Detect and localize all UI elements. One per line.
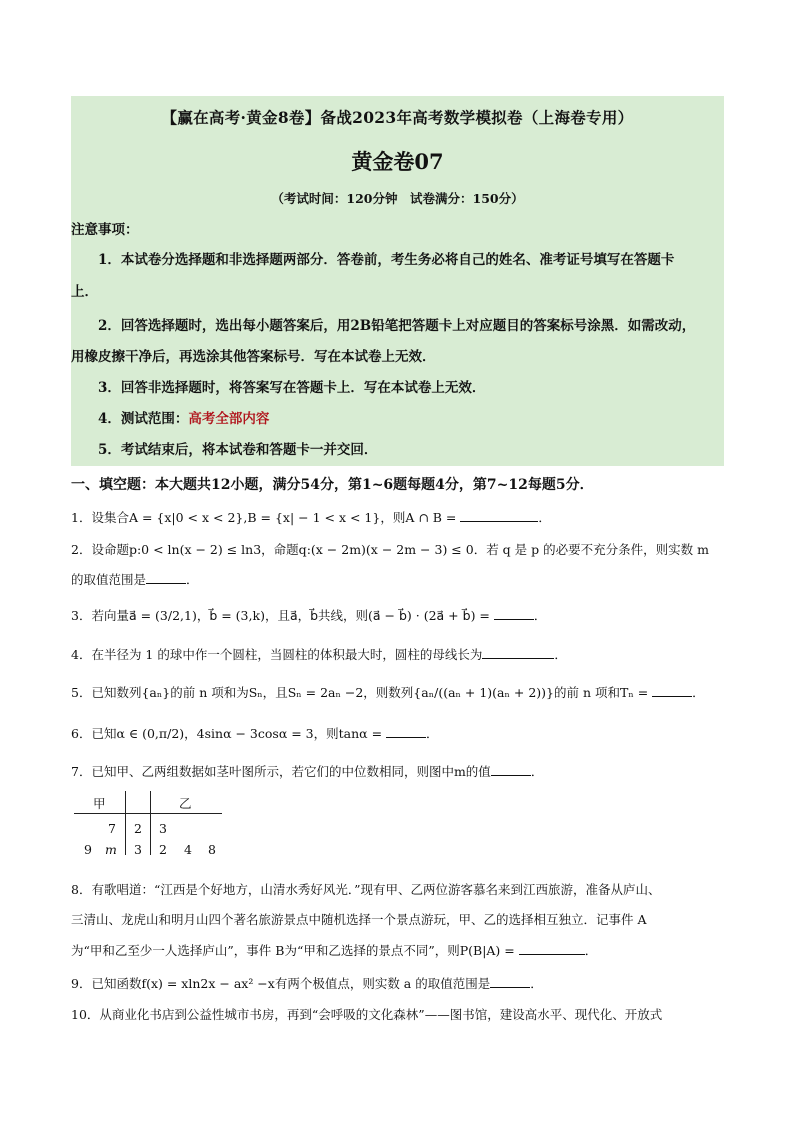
stem-leaf-leaf: 4 — [184, 842, 192, 857]
stem-leaf-leaf: 7 — [108, 821, 116, 836]
notice-item-4-scope: 高考全部内容 — [188, 411, 270, 427]
question-9: 9．已知函数f(x) = xln2x − ax² −x有两个极值点，则实数 a 的取值范围是 ． — [71, 976, 543, 991]
question-2-cont: 的取值范围是 ． — [71, 572, 199, 587]
answer-blank — [482, 646, 554, 659]
section-1-heading: 一、填空题：本大题共12小题，满分54分，第1~6题每题4分，第7~12每题5分． — [71, 477, 594, 493]
answer-blank — [490, 975, 530, 988]
question-2: 2．设命题p:0 < ln(x − 2) ≤ ln3，命题q:(x − 2m)(x − 2m − 3) ≤ 0．若 q 是 p 的必要不充分条件，则实数 m — [71, 542, 709, 557]
question-6: 6．已知α ∈ (0,π/2)，4sinα − 3cosα = 3，则tanα = ． — [71, 726, 439, 741]
exam-info: （考试时间：120分钟 试卷满分：150分） — [271, 191, 524, 206]
question-3: 3．若向量a⃗ = (3/2,1)，b⃗ = (3,k)，且a⃗，b⃗共线，则(a⃗ − b⃗) · (2a⃗ + b⃗) = ． — [71, 608, 547, 623]
notice-item-3: 3．回答非选择题时，将答案写在答题卡上．写在本试卷上无效． — [98, 380, 486, 396]
stem-leaf-leaf: 9 — [84, 842, 92, 857]
stem-leaf-leaf: 3 — [159, 821, 167, 836]
answer-blank — [494, 607, 534, 620]
question-8-cont: 三清山、龙虎山和明月山四个著名旅游景点中随机选择一个景点游玩，甲、乙的选择相互独立．记事件 A — [71, 912, 647, 927]
answer-blank — [491, 763, 531, 776]
stem-leaf-stem: 3 — [134, 842, 142, 857]
answer-blank — [386, 725, 426, 738]
exam-series-title: 【赢在高考·黄金8卷】备战2023年高考数学模拟卷（上海卷专用） — [161, 108, 634, 127]
stem-leaf-left-header: 甲 — [93, 796, 106, 811]
answer-blank — [146, 571, 186, 584]
stem-leaf-leaf: 2 — [159, 842, 167, 857]
stem-leaf-left-rule — [125, 791, 126, 855]
question-5: 5．已知数列{aₙ}的前 n 项和为Sₙ，且Sₙ = 2aₙ −2，则数列{aₙ/((aₙ + 1)(aₙ + 2))}的前 n 项和Tₙ = ． — [71, 685, 705, 700]
answer-blank — [652, 684, 692, 697]
notice-item-4 — [98, 409, 269, 429]
question-4: 4．在半径为 1 的球中作一个圆柱，当圆柱的体积最大时，圆柱的母线长为 ． — [71, 647, 567, 662]
stem-leaf-header-rule — [74, 813, 222, 814]
stem-leaf-right-rule — [150, 791, 151, 855]
stem-leaf-right-header: 乙 — [179, 796, 192, 811]
notice-item-1-cont: 上． — [71, 284, 98, 300]
notice-item-5: 5．考试结束后，将本试卷和答题卡一并交回． — [98, 442, 378, 458]
notice-item-4-label: 4．测试范围： — [98, 411, 189, 427]
notice-item-1: 1．本试卷分选择题和非选择题两部分．答卷前，考生务必将自己的姓名、准考证号填写在答题卡 — [98, 252, 675, 268]
question-8: 8．有歌唱道：“江西是个好地方，山清水秀好风光．”现有甲、乙两位游客慕名来到江西旅游，准备从庐山、 — [71, 882, 661, 897]
notice-item-2-cont: 用橡皮擦干净后，再选涂其他答案标号．写在本试卷上无效． — [71, 349, 436, 365]
stem-leaf-leaf: 8 — [208, 842, 216, 857]
answer-blank — [460, 509, 538, 522]
question-10: 10．从商业化书店到公益性城市书房，再到“会呼吸的文化森林”——图书馆，建设高水平、现代化、开放式 — [71, 1007, 663, 1022]
question-7: 7．已知甲、乙两组数据如茎叶图所示，若它们的中位数相同，则图中m的值 ． — [71, 764, 544, 779]
answer-blank — [519, 942, 585, 955]
notice-item-2: 2．回答选择题时，选出每小题答案后，用2B铅笔把答题卡上对应题目的答案标号涂黑．如需改动， — [98, 318, 696, 334]
question-8-cont: 为“甲和乙至少一人选择庐山”，事件 B为“甲和乙选择的景点不同”，则P(B|A) = ． — [71, 943, 598, 958]
notice-heading: 注意事项： — [71, 222, 139, 238]
exam-title: 黄金卷07 — [351, 149, 444, 174]
question-1: 1．设集合A = {x|0 < x < 2},B = {x| − 1 < x < 1}，则A ∩ B = ． — [71, 510, 551, 525]
stem-leaf-stem: 2 — [134, 821, 142, 836]
stem-leaf-leaf: m — [105, 842, 117, 857]
stem-leaf-plot — [71, 788, 223, 858]
